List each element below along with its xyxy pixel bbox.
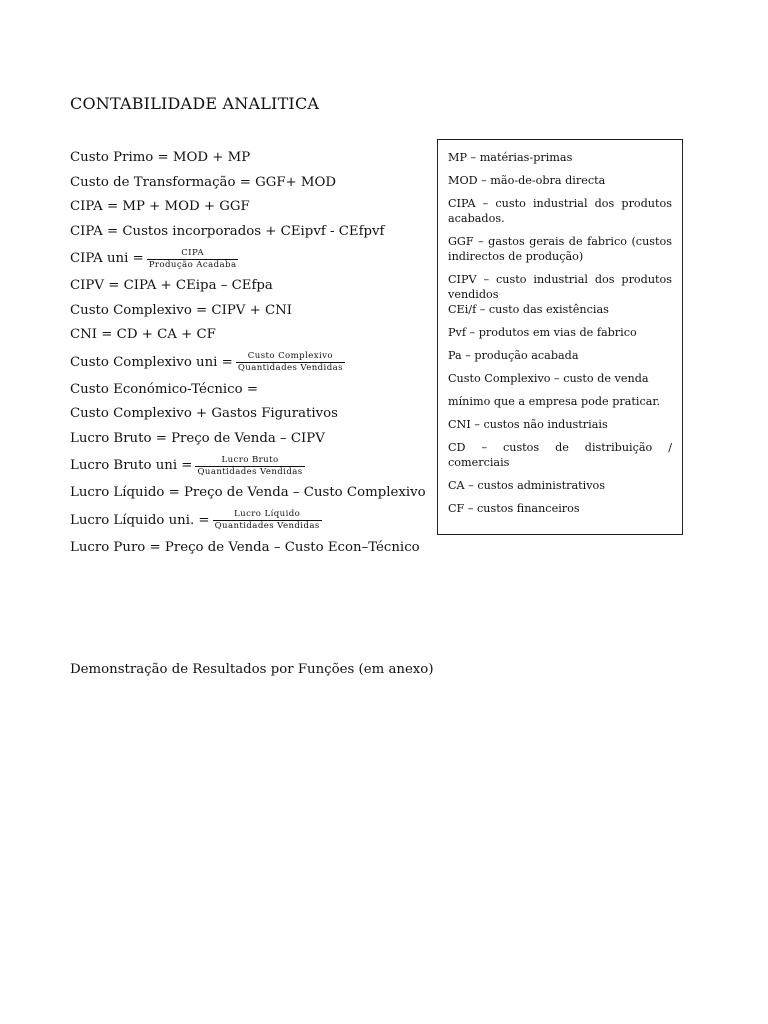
fraction-denominator: Produção Acadaba — [148, 259, 237, 270]
formula-line: Custo Primo = MOD + MP — [70, 150, 251, 165]
formula-line: Lucro Puro = Preço de Venda – Custo Econ–Técnico — [70, 539, 420, 555]
legend-item: Pa – produção acabada — [448, 349, 579, 362]
legend-item: CF – custos financeiros — [448, 502, 580, 515]
formula-line: Lucro Bruto = Preço de Venda – CIPV — [70, 430, 325, 446]
formula-line — [70, 451, 422, 481]
legend-item: CNI – custos não industriais — [448, 418, 608, 431]
page-title: CONTABILIDADE ANALITICA — [70, 94, 320, 113]
formula-line — [70, 506, 422, 536]
fraction — [213, 509, 322, 532]
legend-item: CA – custos administrativos — [448, 479, 606, 492]
formula-line — [70, 244, 422, 274]
legend-item: CEi/f – custo das existências — [448, 303, 609, 316]
formula-line: Custo de Transformação = GGF+ MOD — [70, 174, 337, 190]
formula-label: Lucro Líquido uni. = — [70, 512, 210, 528]
legend-item: CD – custos de distribuição / comerciais — [448, 441, 672, 469]
fraction-numerator: Lucro Líquido — [234, 509, 301, 519]
formula-line: Custo Complexivo + Gastos Figurativos — [70, 406, 338, 421]
formula-line — [70, 348, 422, 378]
formula-label: CIPA uni = — [70, 251, 144, 266]
formula-line: CIPA = Custos incorporados + CEipvf - CEfpvf — [70, 223, 385, 239]
fraction-denominator: Quantidades Vendidas — [214, 521, 320, 531]
formula-line: Custo Económico-Técnico = — [70, 381, 258, 397]
annex-note: Demonstração de Resultados por Funções (em anexo) — [70, 662, 434, 677]
legend-item: GGF – gastos gerais de fabrico (custos indirectos de produção) — [448, 235, 672, 263]
fraction-numerator: Custo Complexivo — [247, 351, 333, 361]
formula-line: CIPA = MP + MOD + GGF — [70, 199, 250, 214]
fraction-numerator: CIPA — [181, 247, 204, 258]
legend-item: MOD – mão-de-obra directa — [448, 174, 606, 187]
legend-item: mínimo que a empresa pode praticar. — [448, 395, 661, 408]
fraction — [236, 351, 345, 374]
fraction — [147, 248, 239, 271]
formula-line: CNI = CD + CA + CF — [70, 327, 216, 342]
formula-line: Lucro Líquido = Preço de Venda – Custo Complexivo — [70, 485, 426, 500]
fraction-denominator: Quantidades Vendidas — [237, 363, 343, 373]
fraction — [195, 455, 304, 478]
legend-item: CIPV – custo industrial dos produtos vendidos — [448, 273, 672, 301]
legend-item: MP – matérias-primas — [448, 151, 573, 164]
legend-item: Pvf – produtos em vias de fabrico — [448, 326, 637, 339]
formula-label: Lucro Bruto uni = — [70, 458, 193, 473]
abbreviation-legend-box — [437, 139, 683, 535]
legend-item: CIPA – custo industrial dos produtos acabados. — [448, 197, 672, 225]
formula-list — [70, 146, 426, 560]
fraction-numerator: Lucro Bruto — [221, 454, 279, 465]
fraction-denominator: Quantidades Vendidas — [197, 466, 303, 477]
formula-label: Custo Complexivo uni = — [70, 354, 233, 370]
legend-item: Custo Complexivo – custo de venda — [448, 372, 649, 385]
formula-line: Custo Complexivo = CIPV + CNI — [70, 302, 293, 318]
formula-line: CIPV = CIPA + CEipa – CEfpa — [70, 278, 273, 293]
